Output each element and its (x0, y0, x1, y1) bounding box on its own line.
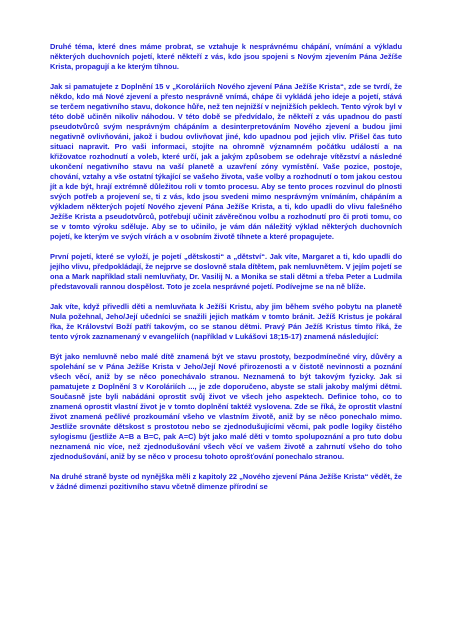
paragraph: První pojetí, které se vyloží, je pojetí „dětskosti“ a „dětství“. Jak víte, Margaret a ti, kdo upadli do jejího vlivu, předpokládají, že nejprve se doslovně stala dítětem, pak nemluvnětem. V jejím pojetí se ona a Mark například stali nemluvňaty, Dr. Vasilij N. a Monika se stali dětmi a třeba Peter a Ludmila představovali rannou dospělost. Toto je zcela nesprávné pojetí. Podívejme se na ně blíže. (50, 252, 402, 292)
paragraph: Druhé téma, které dnes máme probrat, se vztahuje k nesprávnému chápání, vnímání a výkladu některých duchovních pojetí, které někteří z vás, kdo jsou spojeni s Novým zjevením Pána Ježíše Krista, propagují a ke kterým tíhnou. (50, 42, 402, 72)
paragraph: Být jako nemluvně nebo malé dítě znamená být ve stavu prostoty, bezpodmínečné víry, důvěry a spolehání se v Pána Ježíše Krista v Jeho/Její Nové přirozenosti a v čistotě nevinnosti a poznání všech věcí, aniž by se něco ponechávalo stranou. Neznamená to být takovým fyzicky. Jak si pamatujete z Doplnění 3 v Koroláriích ..., je zde doporučeno, abyste se stali jakoby malými dětmi. Současně jste byli nabádáni oprostit svůj život ve všech jeho aspektech. Definice toho, co to znamená oprostit vlastní život je v tomto doplnění taktéž vyslovena. Zde se říká, že oprostit vlastní život znamená pečlivé prozkoumání všeho ve vlastním životě, aniž by se něco ponechalo mimo. Jestliže srovnáte dětskost s prostotou nebo se zjednodušujícími věcmi, pak podle logiky čistého sylogismu (jestliže A=B a B=C, pak A=C) být jako malé děti v tomto spolupoznání a pro tuto dobu neznamená nic více, než zjednodušování všech věcí ve vašem životě a zahrnutí všeho do toho zjednodušování, aniž by se něco v procesu tohoto oprošťování ponechalo stranou. (50, 351, 402, 462)
paragraph: Jak si pamatujete z Doplnění 15 v „Koroláriích Nového zjevení Pána Ježíše Krista“, zde se tvrdí, že někdo, kdo má Nové zjevení a přesto nesprávně vnímá, chápe či vykládá jeho ideje a pojetí, stává se terčem negativního stavu, dokonce hůře, než ten nejnižší v nejnižších peklech. Tento výrok byl v této době učiněn nikoliv náhodou. V této době se předvídalo, že někteří z vás upadnou do pastí pseudotvůrců svým nesprávným chápáním a desinterpretováním Nového zjevení a budou jimi negativně ovlivňováni, jakož i budou ovlivňovat jiné, kdo upadnou pod jejich vliv. Přišel čas tuto situaci napravit. Pro vaši informaci, stojíte na ohromně významném počátku událostí a na křižovatce rozhodnutí a voleb, které určí, jak a jakým způsobem se odehraje vítězství a následné ukončení negativního stavu na vaší planetě a uzavření zóny vymístění. Vaše pozice, postoje, chování, vztahy a vše ostatní týkající se vašeho života, vaše volby a rozhodnutí o tom jakou cestou jít a kde být, hrají extrémně důležitou roli v tomto procesu. Aby se tento proces rozvinul do plnosti svých potřeb a projevení se, ti z vás, kdo jsou svedeni mimo nesprávným vnímáním, chápáním a výkladem některých pojetí Nového zjevení Pána Ježíše Krista, a ti, kdo upadli do vlivu falešného Ježíše Krista a pseudotvůrců, potřebují učinit závěrečnou volbu a rozhodnutí pro či proti tomu, co se v tomto výroku sděluje. Aby se to učinilo, je vám dán náležitý výklad některých duchovních pojetí, ke kterým ve svých vírách a v osobním životě tíhnete a které propagujete. (50, 81, 402, 242)
paragraph: Na druhé straně byste od nynějška měli z kapitoly 22 „Nového zjevení Pána Ježíše Krista“ vědět, že v žádné dimenzi pozitivního stavu včetně dimenze přírodní se (50, 471, 402, 491)
document-page (50, 42, 402, 492)
paragraph: Jak víte, když přivedli děti a nemluvňata k Ježíši Kristu, aby jim během svého pobytu na planetě Nula požehnal, Jeho/Její učedníci se snažili jejich matkám v tomto bránit. Ježíš Kristus je pokáral řka, že Království Boží patří takovým, co se stanou dětmi. Pravý Pán Ježíš Kristus tímto říká, že tento výrok zaznamenaný v evangeliích (například v Lukášovi 18;15-17) znamená následující: (50, 301, 402, 341)
